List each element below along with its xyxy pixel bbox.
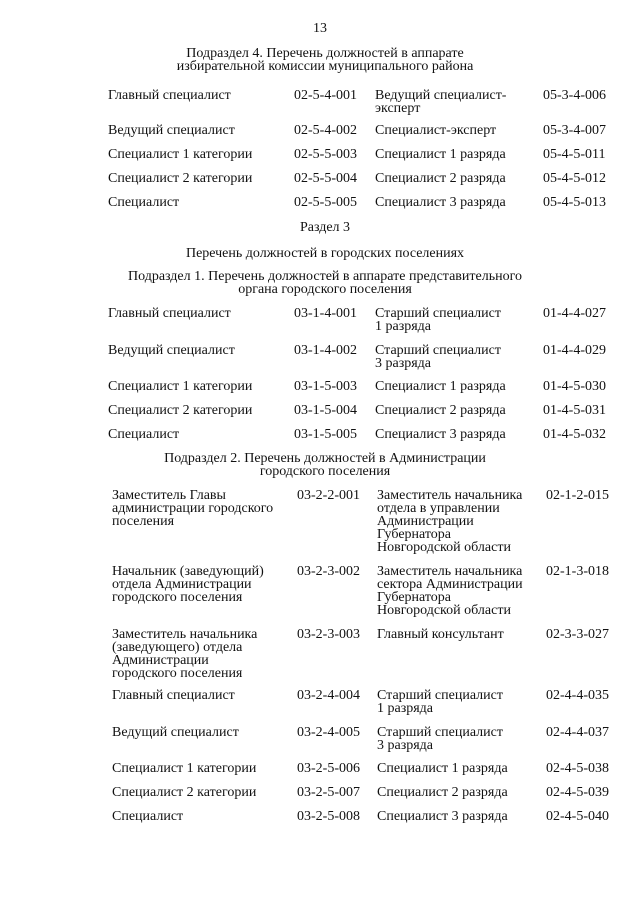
title-line: Новгородской области <box>377 603 511 618</box>
position-code: 03-2-5-008 <box>297 809 360 824</box>
title-line: Старший специалист <box>375 343 501 358</box>
title-line: сектора Администрации <box>377 577 523 592</box>
title-line: Главный консультант <box>377 627 504 642</box>
section-heading <box>90 452 560 478</box>
position-title <box>108 172 288 185</box>
title-line: Начальник (заведующий) <box>112 564 264 579</box>
position-code: 03-1-4-001 <box>294 306 357 321</box>
position-code: 02-5-4-002 <box>294 123 357 138</box>
equivalent-title <box>375 428 540 441</box>
position-title <box>108 344 288 357</box>
equivalent-title <box>377 565 542 617</box>
position-title <box>112 489 292 528</box>
heading-line: органа городского поселения <box>238 282 412 297</box>
title-line: Ведущий специалист <box>108 343 235 358</box>
heading-line: Подраздел 4. Перечень должностей в аппарате <box>186 46 464 61</box>
position-code: 02-5-4-001 <box>294 88 357 103</box>
equivalent-title <box>375 380 540 393</box>
position-title <box>108 404 288 417</box>
equivalent-title <box>375 307 540 333</box>
equivalent-code: 02-4-5-038 <box>546 761 609 776</box>
position-title <box>112 628 292 680</box>
title-line: Главный специалист <box>108 88 231 103</box>
page-number: 13 <box>313 21 327 36</box>
title-line: (заведующего) отдела <box>112 640 243 655</box>
equivalent-code: 01-4-5-030 <box>543 379 606 394</box>
equivalent-code: 02-4-5-040 <box>546 809 609 824</box>
equivalent-code: 01-4-4-029 <box>543 343 606 358</box>
title-line: поселения <box>112 514 175 529</box>
position-title <box>108 89 288 102</box>
position-code: 03-2-2-001 <box>297 488 360 503</box>
title-line: Специалист 2 разряда <box>377 785 508 800</box>
title-line: Губернатора <box>377 590 452 605</box>
title-line: Ведущий специалист <box>112 725 239 740</box>
position-title <box>112 565 292 604</box>
title-line: Новгородской области <box>377 540 511 555</box>
position-code: 03-1-5-005 <box>294 427 357 442</box>
equivalent-title <box>375 148 540 161</box>
title-line: Специалист 1 категории <box>108 379 253 394</box>
position-code: 03-1-4-002 <box>294 343 357 358</box>
equivalent-title <box>375 124 540 137</box>
position-code: 02-5-5-005 <box>294 195 357 210</box>
position-title <box>108 307 288 320</box>
section-heading <box>90 247 560 260</box>
equivalent-code: 05-3-4-006 <box>543 88 606 103</box>
position-title <box>112 726 292 739</box>
equivalent-code: 02-4-4-037 <box>546 725 609 740</box>
title-line: Заместитель начальника <box>112 627 258 642</box>
equivalent-code: 02-1-2-015 <box>546 488 609 503</box>
equivalent-title <box>375 89 540 115</box>
position-title <box>112 689 292 702</box>
equivalent-code: 01-4-5-032 <box>543 427 606 442</box>
equivalent-title <box>377 726 542 752</box>
position-title <box>108 124 288 137</box>
title-line: эксперт <box>375 101 421 116</box>
heading-line: Раздел 3 <box>299 220 351 235</box>
equivalent-title <box>375 172 540 185</box>
position-title <box>112 810 292 823</box>
equivalent-code: 05-3-4-007 <box>543 123 606 138</box>
title-line: Специалист 2 категории <box>108 171 253 186</box>
position-code: 03-2-3-002 <box>297 564 360 579</box>
equivalent-title <box>377 628 542 641</box>
title-line: администрации городского <box>112 501 274 516</box>
equivalent-title <box>377 689 542 715</box>
position-code: 03-2-4-004 <box>297 688 360 703</box>
title-line: Специалист 3 разряда <box>377 809 508 824</box>
title-line: отдела Администрации <box>112 577 252 592</box>
title-line: 1 разряда <box>377 701 434 716</box>
position-title <box>108 196 288 209</box>
title-line: Специалист 3 разряда <box>375 427 506 442</box>
title-line: Специалист 2 разряда <box>375 403 506 418</box>
equivalent-title <box>377 762 542 775</box>
equivalent-title <box>375 404 540 417</box>
title-line: Заместитель начальника <box>377 564 523 579</box>
equivalent-code: 02-1-3-018 <box>546 564 609 579</box>
position-title <box>108 148 288 161</box>
equivalent-code: 02-4-4-035 <box>546 688 609 703</box>
position-code: 03-1-5-003 <box>294 379 357 394</box>
title-line: городского поселения <box>112 590 243 605</box>
title-line: Специалист 3 разряда <box>375 195 506 210</box>
title-line: Специалист 1 разряда <box>377 761 508 776</box>
equivalent-code: 01-4-5-031 <box>543 403 606 418</box>
section-heading <box>90 221 560 234</box>
heading-line: Перечень должностей в городских поселениях <box>185 246 465 261</box>
section-heading <box>90 270 560 296</box>
equivalent-code: 05-4-5-012 <box>543 171 606 186</box>
equivalent-title <box>377 786 542 799</box>
title-line: Специалист 2 разряда <box>375 171 506 186</box>
section-heading <box>90 47 560 73</box>
title-line: Главный специалист <box>112 688 235 703</box>
title-line: Старший специалист <box>375 306 501 321</box>
equivalent-title <box>377 810 542 823</box>
heading-line: Подраздел 2. Перечень должностей в Администрации <box>164 451 486 466</box>
position-code: 03-2-3-003 <box>297 627 360 642</box>
title-line: 3 разряда <box>375 356 432 371</box>
position-title <box>112 786 292 799</box>
title-line: Главный специалист <box>108 306 231 321</box>
title-line: городского поселения <box>112 666 243 681</box>
position-code: 03-1-5-004 <box>294 403 357 418</box>
title-line: Ведущий специалист- <box>375 88 507 103</box>
title-line: 1 разряда <box>375 319 432 334</box>
title-line: Специалист 1 разряда <box>375 147 506 162</box>
equivalent-code: 05-4-5-013 <box>543 195 606 210</box>
title-line: Заместитель начальника <box>377 488 523 503</box>
title-line: 3 разряда <box>377 738 434 753</box>
position-code: 03-2-4-005 <box>297 725 360 740</box>
position-title <box>108 380 288 393</box>
equivalent-code: 01-4-4-027 <box>543 306 606 321</box>
title-line: Специалист 2 категории <box>108 403 253 418</box>
title-line: Специалист 1 разряда <box>375 379 506 394</box>
heading-line: городского поселения <box>259 464 391 479</box>
equivalent-title <box>377 489 542 554</box>
equivalent-title <box>375 344 540 370</box>
title-line: Администрации <box>377 514 474 529</box>
heading-line: Подраздел 1. Перечень должностей в аппарате представительного <box>127 269 523 284</box>
title-line: Старший специалист <box>377 688 503 703</box>
equivalent-code: 05-4-5-011 <box>543 147 606 162</box>
position-title <box>108 428 288 441</box>
title-line: Специалист <box>108 427 180 442</box>
title-line: Специалист-эксперт <box>375 123 497 138</box>
equivalent-code: 02-3-3-027 <box>546 627 609 642</box>
title-line: Специалист 1 категории <box>108 147 253 162</box>
title-line: Старший специалист <box>377 725 503 740</box>
equivalent-title <box>375 196 540 209</box>
title-line: Администрации <box>112 653 209 668</box>
title-line: отдела в управлении <box>377 501 500 516</box>
position-code: 02-5-5-003 <box>294 147 357 162</box>
title-line: Специалист 2 категории <box>112 785 257 800</box>
heading-line: избирательной комиссии муниципального района <box>176 59 474 74</box>
position-code: 03-2-5-007 <box>297 785 360 800</box>
title-line: Губернатора <box>377 527 452 542</box>
title-line: Специалист 1 категории <box>112 761 257 776</box>
title-line: Специалист <box>112 809 184 824</box>
position-code: 02-5-5-004 <box>294 171 357 186</box>
title-line: Ведущий специалист <box>108 123 235 138</box>
position-code: 03-2-5-006 <box>297 761 360 776</box>
equivalent-code: 02-4-5-039 <box>546 785 609 800</box>
title-line: Заместитель Главы <box>112 488 226 503</box>
position-title <box>112 762 292 775</box>
title-line: Специалист <box>108 195 180 210</box>
